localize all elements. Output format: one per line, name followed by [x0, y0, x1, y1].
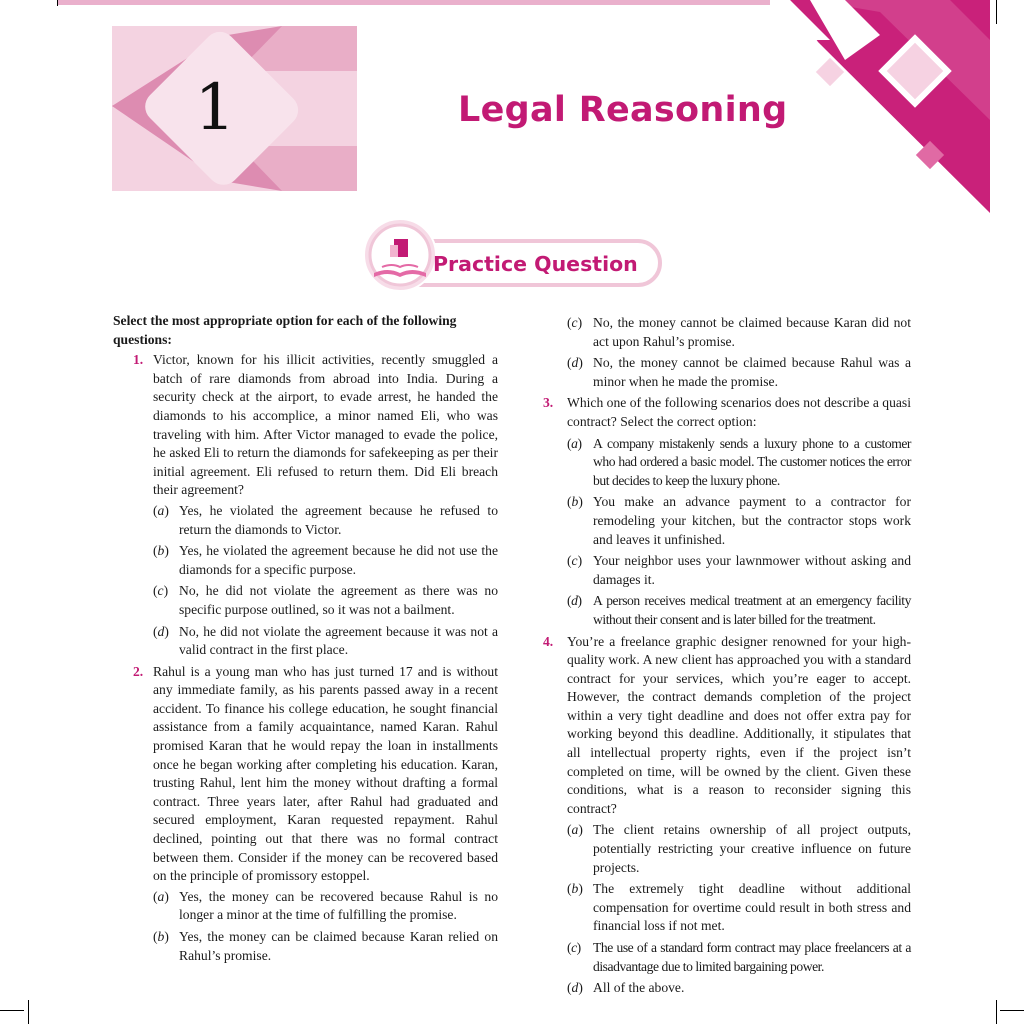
corner-decoration: [770, 0, 990, 215]
option-text: Yes, he violated the agreement because he did not use the diamonds for a specific purpose.: [179, 543, 498, 577]
option-d: [543, 592, 911, 629]
option-label: (a): [153, 888, 169, 904]
option-label: (b): [567, 494, 583, 510]
option-text: All of the above.: [593, 980, 685, 996]
option-a: [543, 821, 911, 877]
question-3: [543, 394, 911, 431]
option-text: A company mistakenly sends a luxury phone to a customer who had ordered a basic model. The customer notices the error but decides to keep the luxury phone.: [593, 435, 911, 488]
chapter-number: 1: [194, 71, 236, 145]
option-d: [153, 623, 498, 660]
option-text: No, the money cannot be claimed because Karan did not act upon Rahul’s promise.: [593, 315, 911, 349]
question-text: Which one of the following scenarios does not describe a quasi contract? Select the correct option:: [567, 395, 911, 429]
option-text: The use of a standard form contract may place freelancers at a disadvantage due to limited bargaining power.: [593, 940, 911, 974]
option-c: [543, 939, 911, 976]
option-label: (d): [567, 355, 583, 371]
crop-mark: [996, 0, 997, 24]
option-label: (b): [567, 881, 583, 897]
option-d: [543, 354, 911, 391]
option-c: [543, 314, 911, 351]
option-c: [543, 552, 911, 589]
option-a: [543, 435, 911, 491]
crop-mark: [0, 1010, 24, 1011]
option-label: (b): [153, 543, 169, 559]
option-text: The client retains ownership of all project outputs, potentially restricting your creative influence on future projects.: [593, 822, 911, 875]
question-number: 2.: [133, 663, 144, 679]
instructions: Select the most appropriate option for each of the following questions:: [113, 313, 457, 347]
question-number: 3.: [543, 395, 554, 411]
option-c: [153, 582, 498, 619]
option-text: No, the money cannot be claimed because Rahul was a minor when he made the promise.: [593, 355, 911, 389]
crop-mark: [996, 1000, 997, 1024]
crop-mark: [1000, 1010, 1024, 1011]
option-label: (a): [567, 822, 583, 838]
practice-question-label: Practice Question: [433, 252, 638, 276]
option-text: Yes, he violated the agreement because he refused to return the diamonds to Victor.: [179, 502, 498, 537]
option-text: Yes, the money can be recovered because Rahul is no longer a minor at the time of fulfilling the promise.: [179, 888, 498, 923]
question-2: [113, 663, 498, 966]
option-a: [113, 888, 498, 925]
question-number: 1.: [133, 352, 144, 368]
question-text: Victor, known for his illicit activities, recently smuggled a batch of rare diamonds from abroad into India. During a security check at the airport, to evade arrest, he handed the diamonds to his accomplice, a minor named Eli, who was traveling with him. After Victor managed to evade the police, he asked Eli to return the diamonds for safekeeping as per their initial agreement. Eli refused to return them. Did Eli breach their agreement?: [153, 352, 498, 498]
left-column: [113, 312, 498, 968]
question-number: 4.: [543, 633, 554, 649]
question-1: [113, 351, 498, 660]
question-text: Rahul is a young man who has just turned 17 and is without any immediate family, as his parents passed away in a recent accident. To finance his college education, he sought financial assistance from a family acquaintance, named Karan. Rahul promised Karan that he would repay the loan in installments once he began working after completing his education. Karan, trusting Rahul, lent him the money without drafting a formal contract. Three years later, after Rahul had graduated and secured employment, Karan requested repayment. Rahul declined, pointing out that there was no formal contract between them. Consider if the money can be recovered based on the principle of promissory estoppel.: [153, 663, 498, 884]
option-text: No, he did not violate the agreement as there was no specific purpose outlined, so it was not a bailment.: [179, 583, 498, 617]
option-text: A person receives medical treatment at an emergency facility without their consent and is later billed for the treatment.: [593, 593, 911, 627]
option-b: [153, 542, 498, 579]
option-label: (a): [153, 502, 169, 518]
option-b: [543, 880, 911, 936]
option-text: The extremely tight deadline without additional compensation for overtime could result in both stress and financial loss if not met.: [593, 881, 911, 934]
option-label: (b): [153, 929, 169, 944]
option-label: (d): [567, 593, 582, 609]
option-text: Your neighbor uses your lawnmower without asking and damages it.: [593, 553, 911, 587]
right-column: [543, 312, 911, 1001]
option-text: Yes, the money can be claimed because Karan relied on Rahul’s promise.: [179, 929, 498, 963]
option-label: (d): [153, 623, 169, 639]
crop-mark: [28, 1000, 29, 1024]
question-4: [543, 633, 911, 819]
option-text: You make an advance payment to a contractor for remodeling your kitchen, but the contractor stops work and leaves it unfinished.: [593, 494, 911, 547]
crop-mark: [57, 0, 58, 6]
option-label: (c): [567, 315, 583, 330]
top-border-bar: [58, 0, 770, 5]
option-b: [543, 493, 911, 549]
option-d: [543, 979, 911, 998]
option-text: No, he did not violate the agreement because it was not a valid contract in the first place.: [179, 623, 498, 658]
option-label: (c): [567, 940, 581, 955]
option-label: (c): [153, 583, 169, 599]
option-a: [153, 502, 498, 539]
question-text: You’re a freelance graphic designer renowned for your high-quality work. A new client has approached you with a standard contract for your services, which you’re eager to accept. However, the contract demands completion of the project within a very tight deadline and does not offer extra pay for working beyond this deadline. Additionally, it stipulates that all intellectual property rights, even if the project isn’t completed on time, will be owned by the client. Given these conditions, what is a reason to reconsider signing this contract?: [567, 633, 911, 816]
option-label: (c): [567, 553, 583, 569]
chapter-title: Legal Reasoning: [458, 90, 788, 130]
option-label: (a): [567, 435, 582, 451]
option-label: (d): [567, 980, 583, 996]
option-b: [113, 928, 498, 965]
